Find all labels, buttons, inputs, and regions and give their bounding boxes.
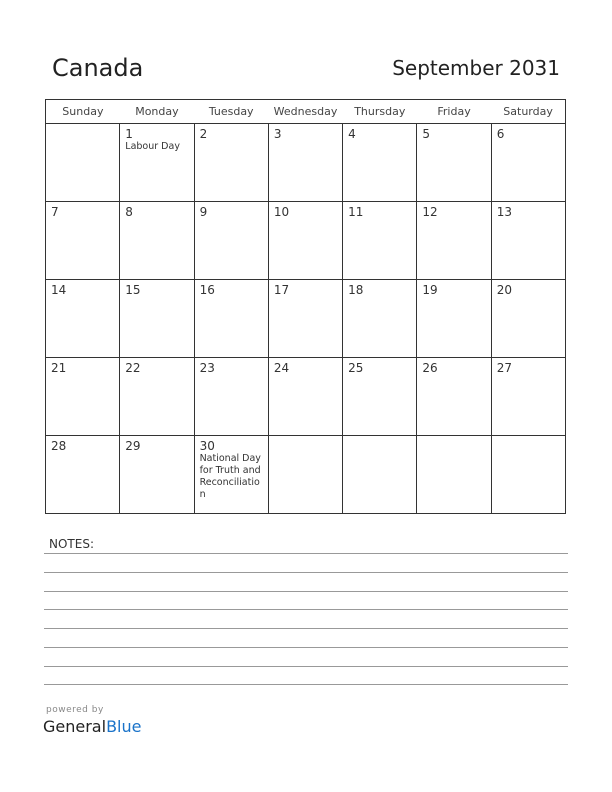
day-number: 21 [51, 361, 67, 375]
day-number: 30 [199, 439, 215, 453]
note-line [44, 553, 568, 554]
day-cell [46, 202, 120, 280]
day-number: 15 [125, 283, 141, 297]
week-row [46, 280, 566, 358]
day-number: 8 [125, 205, 133, 219]
day-number: 11 [348, 205, 364, 219]
holiday-label: Labour Day [125, 141, 180, 152]
day-cell [491, 280, 565, 358]
day-number: 5 [422, 127, 431, 141]
note-line [44, 684, 568, 685]
day-number: 22 [125, 361, 141, 375]
day-cell [46, 124, 120, 202]
day-cell [417, 358, 491, 436]
weekday-sunday: Sunday [46, 100, 120, 124]
day-number: 29 [125, 439, 141, 453]
day-cell [194, 124, 268, 202]
day-cell [268, 280, 342, 358]
day-cell [417, 202, 491, 280]
day-cell [343, 436, 417, 514]
note-line [44, 572, 568, 573]
day-cell [120, 202, 194, 280]
day-cell [491, 202, 565, 280]
day-cell [46, 358, 120, 436]
notes-label: NOTES: [49, 537, 94, 551]
day-cell [343, 358, 417, 436]
day-cell [491, 436, 565, 514]
day-cell [417, 436, 491, 514]
weekday-tuesday: Tuesday [194, 100, 268, 124]
generalblue-logo[interactable] [43, 717, 141, 736]
week-row [46, 202, 566, 280]
day-cell [46, 436, 120, 514]
day-cell [417, 124, 491, 202]
day-number: 6 [496, 127, 505, 141]
calendar-grid [45, 99, 566, 514]
note-line [44, 647, 568, 648]
day-cell [343, 280, 417, 358]
logo-blue: Blue [106, 717, 142, 736]
note-line [44, 666, 568, 667]
week-row [46, 124, 566, 202]
day-cell [491, 124, 565, 202]
weekday-friday: Friday [417, 100, 491, 124]
day-number: 18 [348, 283, 364, 297]
weekday-saturday: Saturday [491, 100, 565, 124]
note-line [44, 591, 568, 592]
day-cell [194, 202, 268, 280]
day-number: 2 [199, 127, 208, 141]
note-line [44, 609, 568, 610]
day-number: 7 [51, 205, 59, 219]
weekday-monday: Monday [120, 100, 194, 124]
day-number: 3 [273, 127, 282, 141]
day-cell [194, 280, 268, 358]
note-line [44, 628, 568, 629]
day-number: 26 [422, 361, 438, 375]
day-cell [268, 202, 342, 280]
day-number: 19 [422, 283, 438, 297]
day-cell [120, 358, 194, 436]
day-cell [120, 436, 194, 514]
day-cell [120, 280, 194, 358]
day-number: 12 [422, 205, 438, 219]
day-number: 10 [273, 205, 290, 219]
day-cell [194, 358, 268, 436]
day-number: 20 [496, 283, 512, 297]
day-number: 25 [348, 361, 364, 375]
powered-by-text: powered by [46, 705, 104, 715]
day-cell [343, 202, 417, 280]
day-cell [194, 436, 268, 514]
day-number: 23 [199, 361, 215, 375]
week-row [46, 436, 566, 514]
logo-general: General [43, 717, 107, 736]
month-year-title: September 2031 [392, 56, 560, 80]
day-number: 16 [199, 283, 215, 297]
day-number: 4 [348, 127, 356, 141]
day-number: 13 [496, 205, 512, 219]
week-row [46, 358, 566, 436]
day-number: 9 [199, 205, 208, 219]
day-number: 17 [273, 283, 290, 297]
day-number: 24 [273, 361, 290, 375]
day-cell [268, 436, 342, 514]
day-cell [491, 358, 565, 436]
day-cell [120, 124, 194, 202]
day-number: 28 [51, 439, 67, 453]
holiday-label: National Day for Truth and Reconciliation [199, 453, 261, 500]
day-cell [343, 124, 417, 202]
day-number: 14 [51, 283, 67, 297]
day-number: 27 [496, 361, 512, 375]
day-cell [268, 358, 342, 436]
weekday-wednesday: Wednesday [268, 100, 342, 124]
weekday-thursday: Thursday [343, 100, 417, 124]
weekday-header-row [46, 100, 566, 124]
day-cell [417, 280, 491, 358]
day-cell [46, 280, 120, 358]
day-number: 1 [125, 127, 133, 141]
country-title: Canada [52, 54, 144, 82]
day-cell [268, 124, 342, 202]
